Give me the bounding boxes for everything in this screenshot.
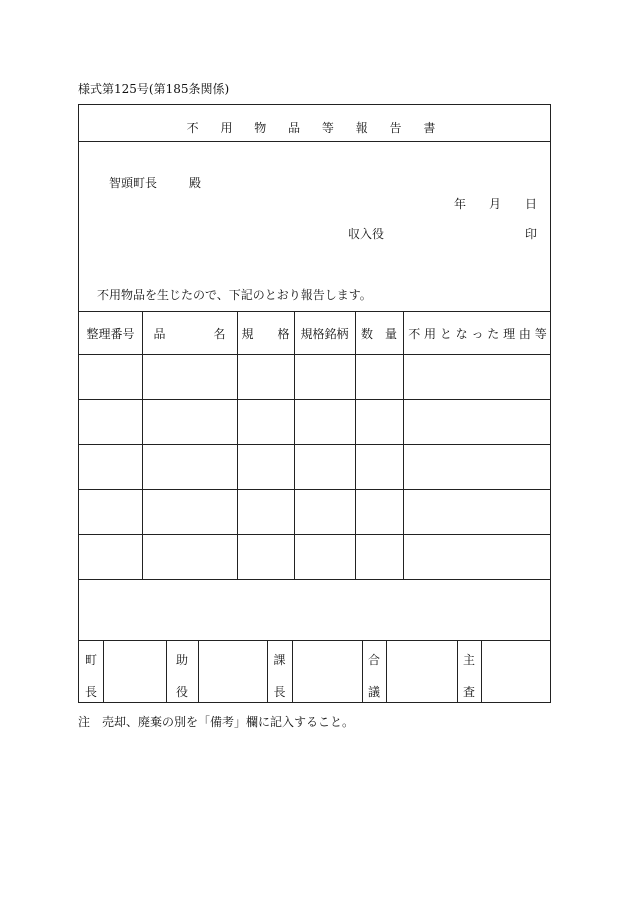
approval-label-consultation-top: 合 <box>367 653 380 667</box>
divider <box>79 311 550 312</box>
approval-label-section-chief-bottom: 長 <box>273 685 286 699</box>
approval-label-mayor-bottom: 長 <box>84 685 97 699</box>
addressee-name: 智頭町長 <box>109 176 158 190</box>
table-row-divider <box>79 399 550 400</box>
approval-label-chief-clerk-top: 主 <box>462 653 475 667</box>
divider <box>79 640 550 641</box>
footnote: 注 売却、廃棄の別を「備考」欄に記入すること。 <box>78 715 355 729</box>
approval-label-deputy-top: 助 <box>175 653 188 667</box>
approval-line <box>481 640 482 703</box>
table-row-divider <box>79 354 550 355</box>
approval-label-section-chief-top: 課 <box>273 653 286 667</box>
approval-label-mayor-top: 町 <box>84 653 97 667</box>
statement: 不用物品を生じたので、下記のとおり報告します。 <box>97 288 372 302</box>
seal-mark: 印 <box>525 227 538 241</box>
table-column-line <box>142 311 143 579</box>
header-item-name: 品 名 <box>153 327 226 341</box>
form-number: 様式第125号(第185条関係) <box>78 82 230 96</box>
approval-label-chief-clerk-bottom: 査 <box>462 685 475 699</box>
date-month: 月 <box>489 197 502 211</box>
divider <box>79 141 550 142</box>
approval-line <box>103 640 104 703</box>
header-reason: 不 用 と な っ た 理 由 等 <box>408 327 547 341</box>
date-year: 年 <box>454 197 467 211</box>
form-title: 不 用 物 品 等 報 告 書 <box>186 121 445 135</box>
table-column-line <box>294 311 295 579</box>
table-column-line <box>355 311 356 579</box>
table-row-divider <box>79 489 550 490</box>
header-serial-number: 整理番号 <box>86 327 135 341</box>
sender-role: 収入役 <box>348 227 385 241</box>
approval-line <box>198 640 199 703</box>
approval-label-consultation-bottom: 議 <box>367 685 380 699</box>
table-column-line <box>403 311 404 579</box>
table-column-line <box>237 311 238 579</box>
approval-line <box>386 640 387 703</box>
table-row-divider <box>79 444 550 445</box>
header-quantity: 数 量 <box>360 327 397 341</box>
table-row-divider <box>79 579 550 580</box>
report-form <box>78 104 551 703</box>
addressee-honorific: 殿 <box>189 176 202 190</box>
date-day: 日 <box>525 197 538 211</box>
approval-line <box>292 640 293 703</box>
approval-label-deputy-bottom: 役 <box>175 685 188 699</box>
header-specification: 規 格 <box>241 327 290 341</box>
table-row-divider <box>79 534 550 535</box>
header-brand: 規格銘柄 <box>300 327 349 341</box>
